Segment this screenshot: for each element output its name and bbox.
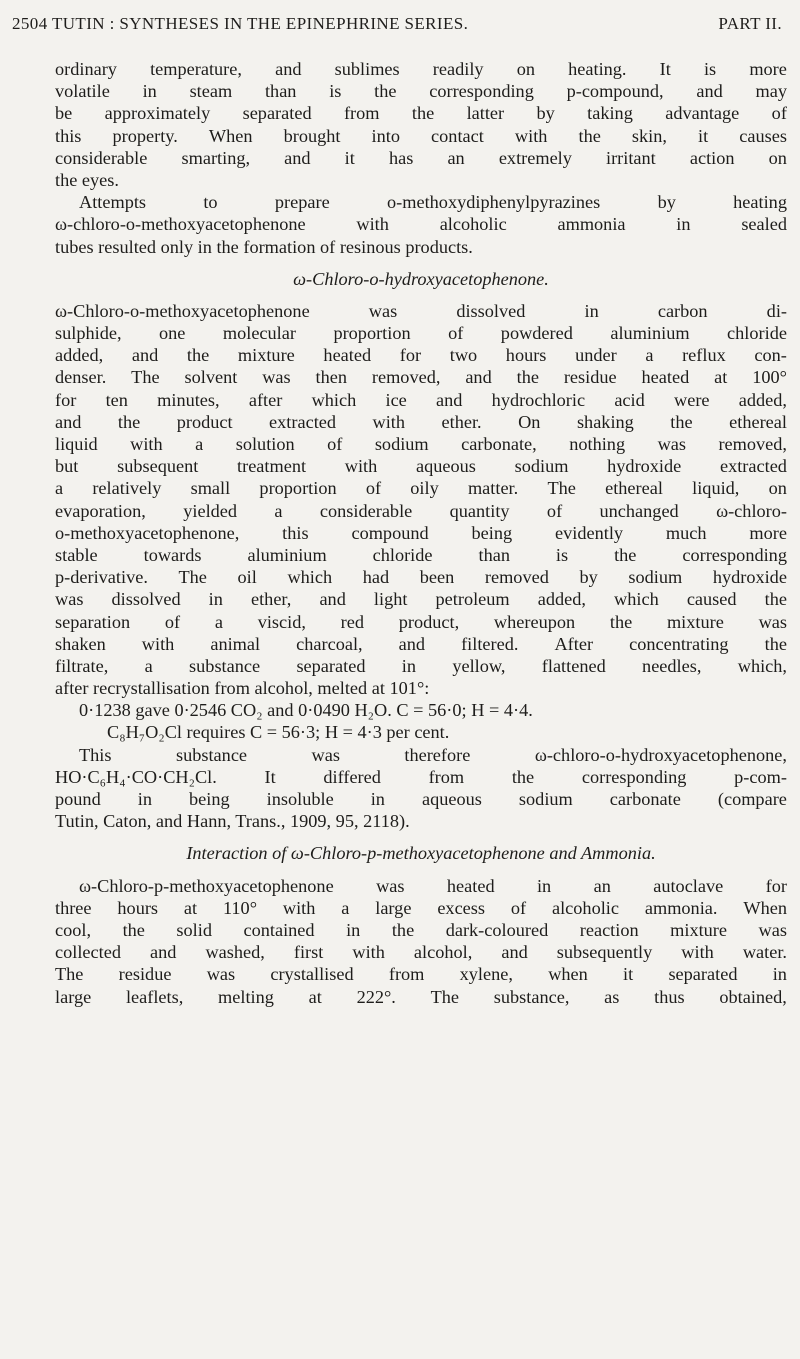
running-head: [12, 14, 788, 34]
text-line: and the product extracted with ether. On shaking the ethereal: [55, 411, 787, 432]
text-line: liquid with a solution of sodium carbonate, nothing was removed,: [55, 434, 787, 454]
paragraph: [55, 58, 787, 191]
text-line: ω-Chloro-p-methoxyacetophenone was heated in an autoclave for: [79, 875, 787, 896]
text-line: p-derivative. The oil which had been removed by sodium hydroxide: [55, 567, 787, 588]
text-line: large leaflets, melting at 222°. The substance, as thus obtained,: [55, 986, 787, 1007]
text-line: shaken with animal charcoal, and filtered. After concentrating the: [55, 633, 787, 654]
paragraph: [55, 191, 787, 258]
text-line: tubes resulted only in the formation of resinous products.: [55, 236, 473, 257]
text-line: added, and the mixture heated for two hours under a reflux con-: [55, 345, 787, 366]
text-line: 0·1238 gave 0·2546 CO₂ and 0·0490 H₂O. C = 56·0; H = 4·4.: [79, 700, 533, 721]
text-line: HO·C₆H₄·CO·CH₂Cl. It differed from the corresponding p-com-: [55, 766, 787, 787]
text-line: This substance was therefore ω-chloro-o-hydroxyacetophenone,: [79, 744, 787, 765]
section-heading: ω-Chloro-o-hydroxyacetophenone.: [293, 268, 549, 289]
text-line: considerable smarting, and it has an extremely irritant action on: [55, 147, 787, 168]
text-line: but subsequent treatment with aqueous sodium hydroxide extracted: [55, 456, 787, 477]
running-head-title: 2504 TUTIN : SYNTHESES IN THE EPINEPHRINE SERIES.: [12, 14, 469, 33]
running-head-part: PART II.: [718, 14, 782, 33]
text-line: collected and washed, first with alcohol, and subsequently with water.: [55, 942, 787, 963]
text-line: ω-Chloro-o-methoxyacetophenone was dissolved in carbon di-: [55, 300, 787, 321]
section-heading: Interaction of ω-Chloro-p-methoxyacetophenone and Ammonia.: [186, 843, 656, 864]
text-line: filtrate, a substance separated in yellow, flattened needles, which,: [55, 655, 787, 676]
text-line: a relatively small proportion of oily matter. The ethereal liquid, on: [55, 478, 787, 499]
text-line: cool, the solid contained in the dark-coloured reaction mixture was: [55, 919, 787, 940]
text-line: the eyes.: [55, 169, 119, 190]
text-line: for ten minutes, after which ice and hydrochloric acid were added,: [55, 389, 787, 410]
paragraph: [55, 875, 787, 1008]
text-line: this property. When brought into contact with the skin, it causes: [55, 125, 787, 146]
text-line: The residue was crystallised from xylene, when it separated in: [55, 964, 787, 985]
text-line: Attempts to prepare o-methoxydiphenylpyrazines by heating: [79, 192, 787, 213]
body-text: [55, 58, 787, 1008]
text-line: C₈H₇O₂Cl requires C = 56·3; H = 4·3 per cent.: [107, 722, 450, 743]
text-line: Tutin, Caton, and Hann, Trans., 1909, 95, 2118).: [55, 811, 410, 832]
paragraph: [55, 300, 787, 833]
text-line: sulphide, one molecular proportion of powdered aluminium chloride: [55, 323, 787, 344]
text-line: three hours at 110° with a large excess of alcoholic ammonia. When: [55, 897, 787, 918]
text-line: pound in being insoluble in aqueous sodium carbonate (compare: [55, 789, 787, 809]
text-line: o-methoxyacetophenone, this compound being evidently much more: [55, 522, 787, 543]
text-line: volatile in steam than is the corresponding p-compound, and may: [55, 81, 787, 102]
text-line: ordinary temperature, and sublimes readily on heating. It is more: [55, 59, 787, 79]
text-line: was dissolved in ether, and light petroleum added, which caused the: [55, 589, 787, 610]
text-line: ω-chloro-o-methoxyacetophenone with alcoholic ammonia in sealed: [55, 214, 787, 235]
text-line: stable towards aluminium chloride than is the corresponding: [55, 544, 787, 565]
text-line: evaporation, yielded a considerable quantity of unchanged ω-chloro-: [55, 500, 787, 521]
text-line: denser. The solvent was then removed, and the residue heated at 100°: [55, 367, 787, 388]
text-line: after recrystallisation from alcohol, melted at 101°:: [55, 678, 430, 699]
text-line: separation of a viscid, red product, whereupon the mixture was: [55, 611, 787, 632]
text-line: be approximately separated from the latter by taking advantage of: [55, 103, 787, 124]
